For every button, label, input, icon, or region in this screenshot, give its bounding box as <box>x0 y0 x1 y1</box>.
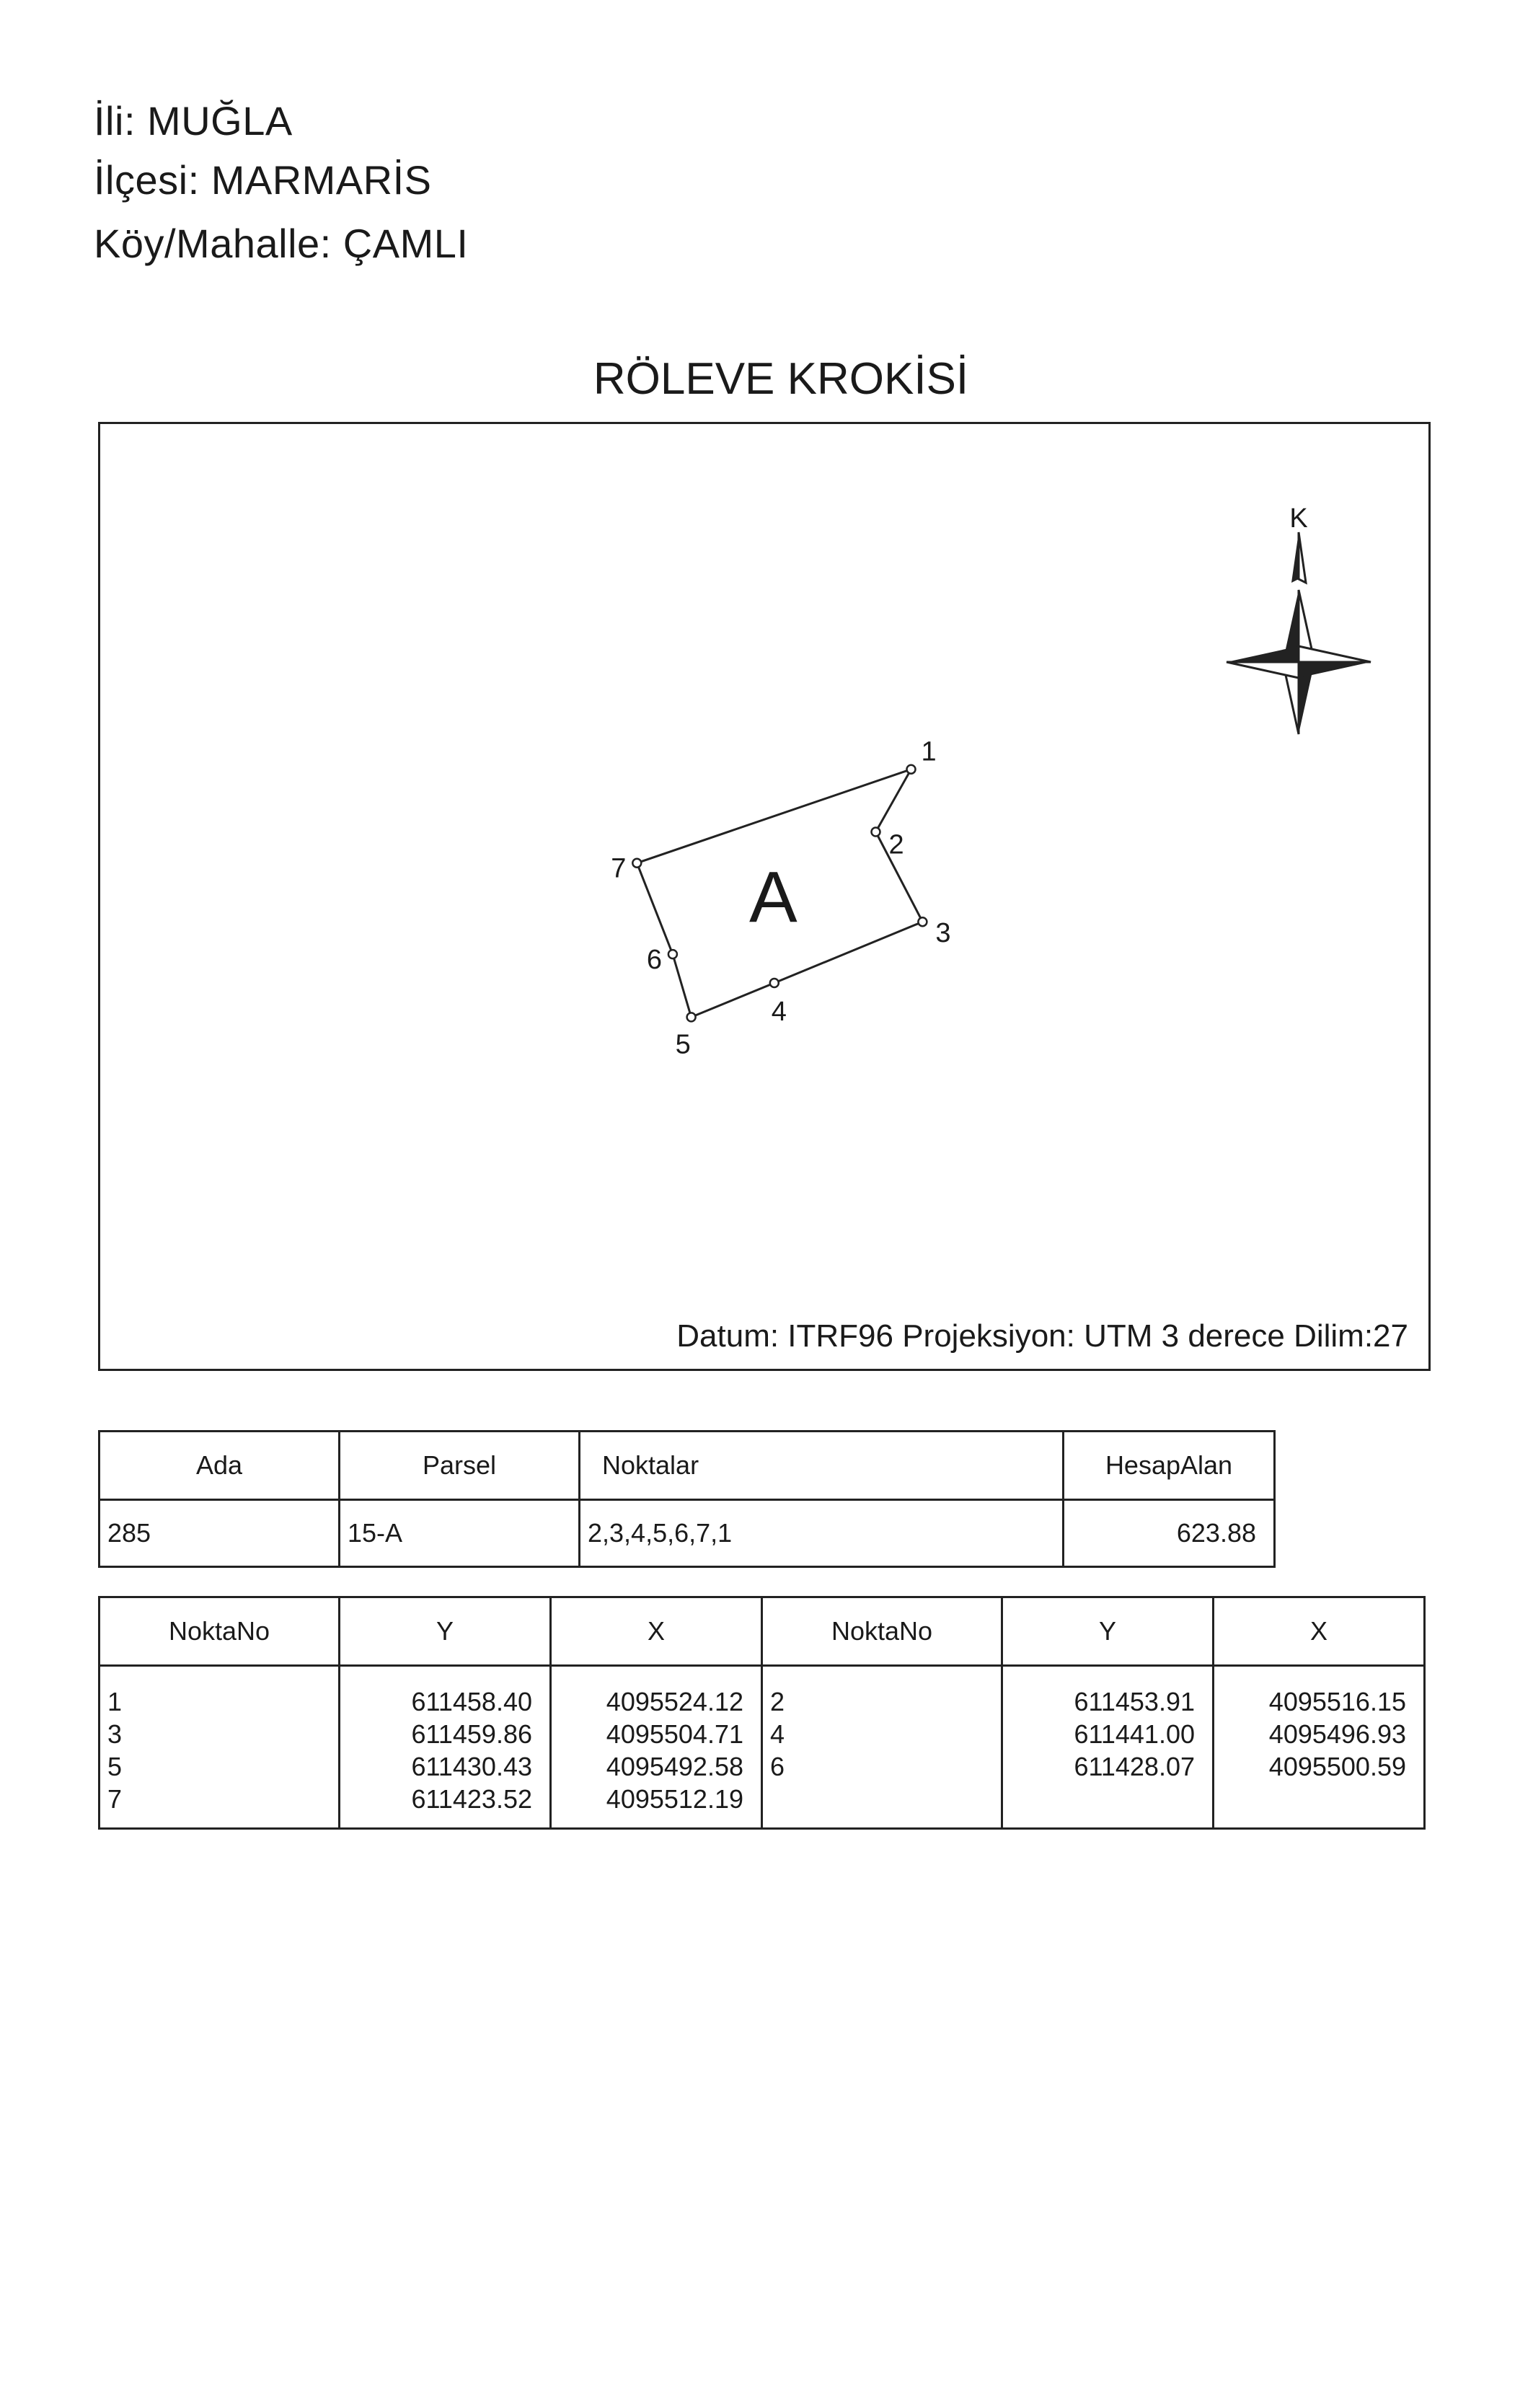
point-y: 611430.43 <box>411 1752 532 1781</box>
cell-parsel: 15-A <box>340 1500 580 1567</box>
point-y: 611453.91 <box>1074 1687 1195 1716</box>
point-x: 4095492.58 <box>606 1752 743 1781</box>
point-x: 4095516.15 <box>1268 1687 1406 1716</box>
col-x: X <box>551 1597 762 1666</box>
datum-projection-note: Datum: ITRF96 Projeksiyon: UTM 3 derece Dilim:27 <box>676 1318 1408 1354</box>
table-row <box>100 1500 1275 1567</box>
parcel-sketch <box>100 424 1428 1369</box>
parcel-table <box>98 1430 1276 1568</box>
header-mahalle: Köy/Mahalle: ÇAMLI <box>94 221 469 266</box>
point-y: 611428.07 <box>1074 1752 1195 1781</box>
vertex-label-1: 1 <box>921 736 937 767</box>
col-parsel: Parsel <box>340 1432 580 1500</box>
col-hesapalan: HesapAlan <box>1064 1432 1275 1500</box>
point-y: 611459.86 <box>411 1719 532 1749</box>
point-no: 4 <box>770 1719 785 1749</box>
vertex-point-1 <box>907 765 916 774</box>
point-y: 611458.40 <box>411 1687 532 1716</box>
header-ilce: İlçesi: MARMARİS <box>94 157 432 203</box>
page-title: RÖLEVE KROKİSİ <box>593 354 969 404</box>
col-x-2: X <box>1214 1597 1425 1666</box>
point-no: 2 <box>770 1687 785 1716</box>
vertex-point-6 <box>668 950 677 958</box>
point-no: 1 <box>107 1687 123 1716</box>
parcel-label: A <box>749 857 798 938</box>
vertex-label-6: 6 <box>646 945 663 976</box>
point-no: 3 <box>107 1719 123 1749</box>
cell-hesapalan: 623.88 <box>1064 1500 1275 1567</box>
col-noktano: NoktaNo <box>100 1597 340 1666</box>
point-y: 611441.00 <box>1074 1719 1195 1749</box>
col-ada: Ada <box>100 1432 340 1500</box>
cell-right-no <box>762 1666 1002 1829</box>
cell-right-y <box>1002 1666 1214 1829</box>
col-noktalar: Noktalar <box>580 1432 1064 1500</box>
vertex-point-2 <box>872 828 880 837</box>
coordinate-table <box>98 1596 1426 1830</box>
vertex-point-4 <box>770 979 779 987</box>
point-x: 4095524.12 <box>606 1687 743 1716</box>
point-no: 7 <box>107 1784 123 1814</box>
vertex-point-7 <box>632 859 641 868</box>
point-x: 4095496.93 <box>1268 1719 1406 1749</box>
vertex-point-5 <box>687 1013 696 1021</box>
vertex-label-4: 4 <box>771 997 787 1027</box>
point-no: 6 <box>770 1752 785 1781</box>
north-arrow-icon <box>1227 532 1371 734</box>
sketch-frame <box>98 422 1431 1371</box>
point-no: 5 <box>107 1752 123 1781</box>
cell-left-x <box>551 1666 762 1829</box>
cell-right-x <box>1214 1666 1425 1829</box>
cell-ada: 285 <box>100 1500 340 1567</box>
col-y: Y <box>340 1597 551 1666</box>
table-row <box>100 1666 1425 1829</box>
point-x: 4095512.19 <box>606 1784 743 1814</box>
cell-noktalar: 2,3,4,5,6,7,1 <box>580 1500 1064 1567</box>
table-header-row <box>100 1597 1425 1666</box>
cell-left-no <box>100 1666 340 1829</box>
vertex-label-3: 3 <box>935 918 951 949</box>
vertex-label-2: 2 <box>888 829 904 860</box>
vertex-point-3 <box>918 917 927 926</box>
north-label: K <box>1289 503 1308 534</box>
vertex-label-7: 7 <box>611 853 627 884</box>
table-header-row <box>100 1432 1275 1500</box>
cell-left-y <box>340 1666 551 1829</box>
point-x: 4095500.59 <box>1268 1752 1406 1781</box>
col-y-2: Y <box>1002 1597 1214 1666</box>
col-noktano-2: NoktaNo <box>762 1597 1002 1666</box>
point-x: 4095504.71 <box>606 1719 743 1749</box>
vertex-label-5: 5 <box>675 1029 691 1060</box>
point-y: 611423.52 <box>411 1784 532 1814</box>
header-il: İli: MUĞLA <box>94 98 293 144</box>
